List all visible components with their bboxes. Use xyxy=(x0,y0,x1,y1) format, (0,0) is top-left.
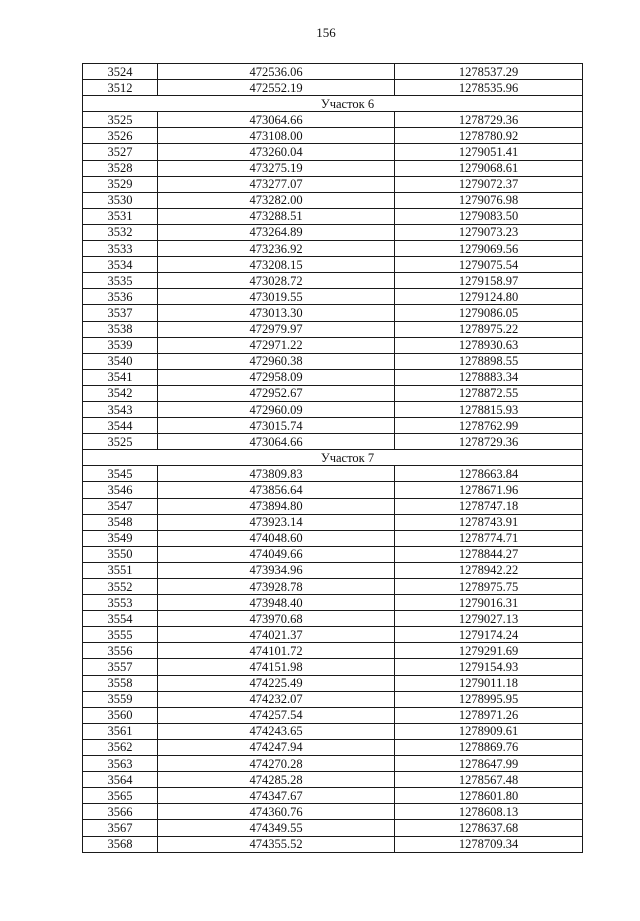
x-coordinate-cell: 473208.15 xyxy=(158,257,395,273)
table-row xyxy=(83,498,583,514)
x-coordinate-cell: 474225.49 xyxy=(158,675,395,691)
point-number-cell: 3531 xyxy=(83,208,158,224)
table-row xyxy=(83,176,583,192)
y-coordinate-cell: 1278995.95 xyxy=(395,691,583,707)
point-number-cell: 3542 xyxy=(83,385,158,401)
table-row xyxy=(83,224,583,240)
y-coordinate-cell: 1278909.61 xyxy=(395,723,583,739)
table-row xyxy=(83,723,583,739)
point-number-cell: 3529 xyxy=(83,176,158,192)
table-row xyxy=(83,160,583,176)
table-row xyxy=(83,418,583,434)
point-number-cell: 3538 xyxy=(83,321,158,337)
y-coordinate-cell: 1279124.80 xyxy=(395,289,583,305)
point-number-cell: 3548 xyxy=(83,514,158,530)
y-coordinate-cell: 1278601.80 xyxy=(395,788,583,804)
y-coordinate-cell: 1278743.91 xyxy=(395,514,583,530)
table-row xyxy=(83,788,583,804)
table-row xyxy=(83,208,583,224)
point-number-cell: 3533 xyxy=(83,241,158,257)
point-number-cell: 3566 xyxy=(83,804,158,820)
x-coordinate-cell: 473013.30 xyxy=(158,305,395,321)
table-row xyxy=(83,820,583,836)
table-row xyxy=(83,112,583,128)
y-coordinate-cell: 1278729.36 xyxy=(395,112,583,128)
y-coordinate-cell: 1278975.22 xyxy=(395,321,583,337)
y-coordinate-cell: 1279011.18 xyxy=(395,675,583,691)
point-number-cell: 3551 xyxy=(83,562,158,578)
table-row xyxy=(83,579,583,595)
table-row xyxy=(83,546,583,562)
y-coordinate-cell: 1279068.61 xyxy=(395,160,583,176)
table-row xyxy=(83,627,583,643)
y-coordinate-cell: 1279158.97 xyxy=(395,273,583,289)
x-coordinate-cell: 474049.66 xyxy=(158,546,395,562)
point-number-cell: 3553 xyxy=(83,595,158,611)
point-number-cell: 3563 xyxy=(83,756,158,772)
section-header-row xyxy=(83,96,583,112)
point-number-cell: 3557 xyxy=(83,659,158,675)
table-row xyxy=(83,64,583,80)
table-row xyxy=(83,691,583,707)
table-row xyxy=(83,369,583,385)
table-row xyxy=(83,756,583,772)
x-coordinate-cell: 473928.78 xyxy=(158,579,395,595)
y-coordinate-cell: 1278671.96 xyxy=(395,482,583,498)
x-coordinate-cell: 473934.96 xyxy=(158,562,395,578)
x-coordinate-cell: 474151.98 xyxy=(158,659,395,675)
point-number-cell: 3528 xyxy=(83,160,158,176)
x-coordinate-cell: 473856.64 xyxy=(158,482,395,498)
point-number-cell: 3547 xyxy=(83,498,158,514)
table-row xyxy=(83,80,583,96)
table-row xyxy=(83,128,583,144)
point-number-cell: 3532 xyxy=(83,224,158,240)
y-coordinate-cell: 1279069.56 xyxy=(395,241,583,257)
x-coordinate-cell: 473064.66 xyxy=(158,112,395,128)
table-row xyxy=(83,192,583,208)
x-coordinate-cell: 473970.68 xyxy=(158,611,395,627)
y-coordinate-cell: 1278567.48 xyxy=(395,772,583,788)
y-coordinate-cell: 1278971.26 xyxy=(395,707,583,723)
y-coordinate-cell: 1278844.27 xyxy=(395,546,583,562)
table-row xyxy=(83,659,583,675)
y-coordinate-cell: 1278872.55 xyxy=(395,385,583,401)
table-row xyxy=(83,562,583,578)
x-coordinate-cell: 472979.97 xyxy=(158,321,395,337)
point-number-cell: 3535 xyxy=(83,273,158,289)
x-coordinate-cell: 474257.54 xyxy=(158,707,395,723)
x-coordinate-cell: 474285.28 xyxy=(158,772,395,788)
point-number-cell: 3512 xyxy=(83,80,158,96)
y-coordinate-cell: 1279291.69 xyxy=(395,643,583,659)
point-number-cell: 3565 xyxy=(83,788,158,804)
point-number-cell: 3526 xyxy=(83,128,158,144)
point-number-cell: 3541 xyxy=(83,369,158,385)
x-coordinate-cell: 473108.00 xyxy=(158,128,395,144)
x-coordinate-cell: 473282.00 xyxy=(158,192,395,208)
x-coordinate-cell: 474247.94 xyxy=(158,739,395,755)
table-row xyxy=(83,611,583,627)
point-number-cell: 3567 xyxy=(83,820,158,836)
x-coordinate-cell: 472960.09 xyxy=(158,401,395,417)
y-coordinate-cell: 1279072.37 xyxy=(395,176,583,192)
y-coordinate-cell: 1279076.98 xyxy=(395,192,583,208)
point-number-cell: 3561 xyxy=(83,723,158,739)
point-number-cell: 3527 xyxy=(83,144,158,160)
y-coordinate-cell: 1279016.31 xyxy=(395,595,583,611)
point-number-cell: 3525 xyxy=(83,434,158,450)
point-number-cell: 3559 xyxy=(83,691,158,707)
x-coordinate-cell: 473923.14 xyxy=(158,514,395,530)
table-row xyxy=(83,289,583,305)
x-coordinate-cell: 474349.55 xyxy=(158,820,395,836)
x-coordinate-cell: 474360.76 xyxy=(158,804,395,820)
table-row xyxy=(83,466,583,482)
x-coordinate-cell: 474232.07 xyxy=(158,691,395,707)
y-coordinate-cell: 1278647.99 xyxy=(395,756,583,772)
y-coordinate-cell: 1278774.71 xyxy=(395,530,583,546)
section-header-row xyxy=(83,450,583,466)
point-number-cell: 3525 xyxy=(83,112,158,128)
x-coordinate-cell: 473019.55 xyxy=(158,289,395,305)
x-coordinate-cell: 472971.22 xyxy=(158,337,395,353)
y-coordinate-cell: 1278729.36 xyxy=(395,434,583,450)
x-coordinate-cell: 474347.67 xyxy=(158,788,395,804)
point-number-cell: 3534 xyxy=(83,257,158,273)
table-row xyxy=(83,530,583,546)
point-number-cell: 3549 xyxy=(83,530,158,546)
table-row xyxy=(83,273,583,289)
point-number-cell: 3540 xyxy=(83,353,158,369)
point-number-cell: 3530 xyxy=(83,192,158,208)
section-title: Участок 7 xyxy=(83,450,583,466)
x-coordinate-cell: 474355.52 xyxy=(158,836,395,852)
table-row xyxy=(83,739,583,755)
x-coordinate-cell: 472958.09 xyxy=(158,369,395,385)
coordinates-table xyxy=(82,63,583,853)
point-number-cell: 3552 xyxy=(83,579,158,595)
x-coordinate-cell: 473028.72 xyxy=(158,273,395,289)
y-coordinate-cell: 1278637.68 xyxy=(395,820,583,836)
table-row xyxy=(83,482,583,498)
point-number-cell: 3539 xyxy=(83,337,158,353)
y-coordinate-cell: 1279075.54 xyxy=(395,257,583,273)
table-row xyxy=(83,595,583,611)
x-coordinate-cell: 473948.40 xyxy=(158,595,395,611)
x-coordinate-cell: 473275.19 xyxy=(158,160,395,176)
table-row xyxy=(83,514,583,530)
y-coordinate-cell: 1278537.29 xyxy=(395,64,583,80)
y-coordinate-cell: 1278898.55 xyxy=(395,353,583,369)
x-coordinate-cell: 474243.65 xyxy=(158,723,395,739)
x-coordinate-cell: 473288.51 xyxy=(158,208,395,224)
y-coordinate-cell: 1278747.18 xyxy=(395,498,583,514)
y-coordinate-cell: 1279027.13 xyxy=(395,611,583,627)
point-number-cell: 3545 xyxy=(83,466,158,482)
x-coordinate-cell: 473894.80 xyxy=(158,498,395,514)
y-coordinate-cell: 1278535.96 xyxy=(395,80,583,96)
point-number-cell: 3560 xyxy=(83,707,158,723)
y-coordinate-cell: 1278709.34 xyxy=(395,836,583,852)
table-row xyxy=(83,401,583,417)
point-number-cell: 3546 xyxy=(83,482,158,498)
table-row xyxy=(83,675,583,691)
point-number-cell: 3564 xyxy=(83,772,158,788)
y-coordinate-cell: 1279073.23 xyxy=(395,224,583,240)
y-coordinate-cell: 1278762.99 xyxy=(395,418,583,434)
point-number-cell: 3536 xyxy=(83,289,158,305)
table-row xyxy=(83,804,583,820)
point-number-cell: 3558 xyxy=(83,675,158,691)
point-number-cell: 3537 xyxy=(83,305,158,321)
x-coordinate-cell: 473236.92 xyxy=(158,241,395,257)
table-row xyxy=(83,772,583,788)
x-coordinate-cell: 473809.83 xyxy=(158,466,395,482)
point-number-cell: 3550 xyxy=(83,546,158,562)
table-row xyxy=(83,836,583,852)
point-number-cell: 3543 xyxy=(83,401,158,417)
y-coordinate-cell: 1278608.13 xyxy=(395,804,583,820)
y-coordinate-cell: 1278930.63 xyxy=(395,337,583,353)
table-row xyxy=(83,305,583,321)
point-number-cell: 3524 xyxy=(83,64,158,80)
x-coordinate-cell: 474101.72 xyxy=(158,643,395,659)
point-number-cell: 3555 xyxy=(83,627,158,643)
table-row xyxy=(83,144,583,160)
y-coordinate-cell: 1278975.75 xyxy=(395,579,583,595)
table-row xyxy=(83,385,583,401)
x-coordinate-cell: 472536.06 xyxy=(158,64,395,80)
y-coordinate-cell: 1279154.93 xyxy=(395,659,583,675)
y-coordinate-cell: 1278883.34 xyxy=(395,369,583,385)
x-coordinate-cell: 474270.28 xyxy=(158,756,395,772)
y-coordinate-cell: 1279051.41 xyxy=(395,144,583,160)
table-row xyxy=(83,337,583,353)
table-row xyxy=(83,353,583,369)
point-number-cell: 3568 xyxy=(83,836,158,852)
x-coordinate-cell: 473015.74 xyxy=(158,418,395,434)
table-row xyxy=(83,257,583,273)
table-row xyxy=(83,241,583,257)
x-coordinate-cell: 473264.89 xyxy=(158,224,395,240)
x-coordinate-cell: 473260.04 xyxy=(158,144,395,160)
y-coordinate-cell: 1279086.05 xyxy=(395,305,583,321)
x-coordinate-cell: 472952.67 xyxy=(158,385,395,401)
y-coordinate-cell: 1279174.24 xyxy=(395,627,583,643)
table-row xyxy=(83,434,583,450)
table-row xyxy=(83,321,583,337)
page-number: 156 xyxy=(316,25,336,40)
point-number-cell: 3562 xyxy=(83,739,158,755)
coordinates-table-body xyxy=(83,64,583,853)
section-title: Участок 6 xyxy=(83,96,583,112)
x-coordinate-cell: 473064.66 xyxy=(158,434,395,450)
x-coordinate-cell: 474048.60 xyxy=(158,530,395,546)
y-coordinate-cell: 1278815.93 xyxy=(395,401,583,417)
y-coordinate-cell: 1278869.76 xyxy=(395,739,583,755)
x-coordinate-cell: 474021.37 xyxy=(158,627,395,643)
y-coordinate-cell: 1278780.92 xyxy=(395,128,583,144)
x-coordinate-cell: 473277.07 xyxy=(158,176,395,192)
table-row xyxy=(83,707,583,723)
point-number-cell: 3556 xyxy=(83,643,158,659)
point-number-cell: 3544 xyxy=(83,418,158,434)
y-coordinate-cell: 1279083.50 xyxy=(395,208,583,224)
y-coordinate-cell: 1278663.84 xyxy=(395,466,583,482)
x-coordinate-cell: 472552.19 xyxy=(158,80,395,96)
x-coordinate-cell: 472960.38 xyxy=(158,353,395,369)
y-coordinate-cell: 1278942.22 xyxy=(395,562,583,578)
point-number-cell: 3554 xyxy=(83,611,158,627)
table-row xyxy=(83,643,583,659)
